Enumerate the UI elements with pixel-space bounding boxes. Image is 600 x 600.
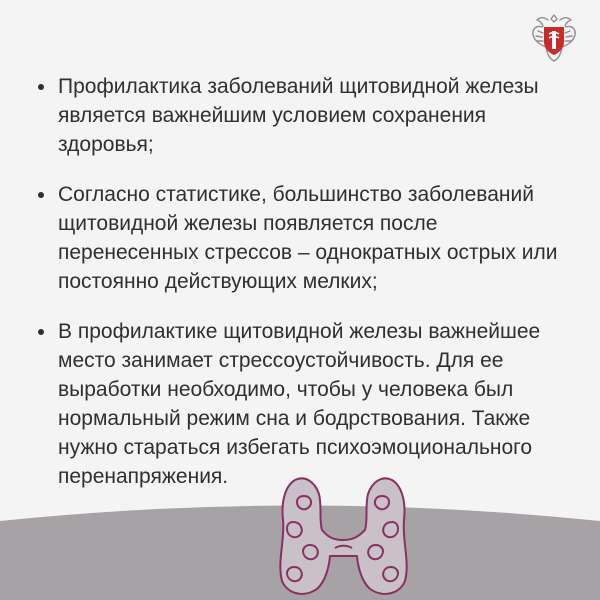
bullet-item — [38, 180, 568, 296]
bullet-dot-icon — [38, 192, 44, 198]
bullet-item — [38, 72, 568, 159]
bullet-dot-icon — [38, 329, 44, 335]
ministry-emblem-icon — [524, 7, 584, 67]
bullet-dot-icon — [38, 84, 44, 90]
thyroid-gland-icon — [255, 472, 430, 600]
bullet-list — [38, 72, 568, 512]
bullet-text: Согласно статистике, большинство заболеваний щитовидной железы появляется после перенесенных стрессов – однократных острых или постоянно действующих мелких; — [58, 183, 558, 293]
bullet-item — [38, 317, 568, 491]
bullet-text: Профилактика заболеваний щитовидной железы является важнейшим условием сохранения здоровья; — [58, 75, 539, 156]
bullet-text: В профилактике щитовидной железы важнейшее место занимает стрессоустойчивость. Для ее выработки необходимо, чтобы у человека был нормальный режим сна и бодрствования. Также нужно стараться избегать психоэмоционального перенапряжения. — [58, 320, 541, 488]
